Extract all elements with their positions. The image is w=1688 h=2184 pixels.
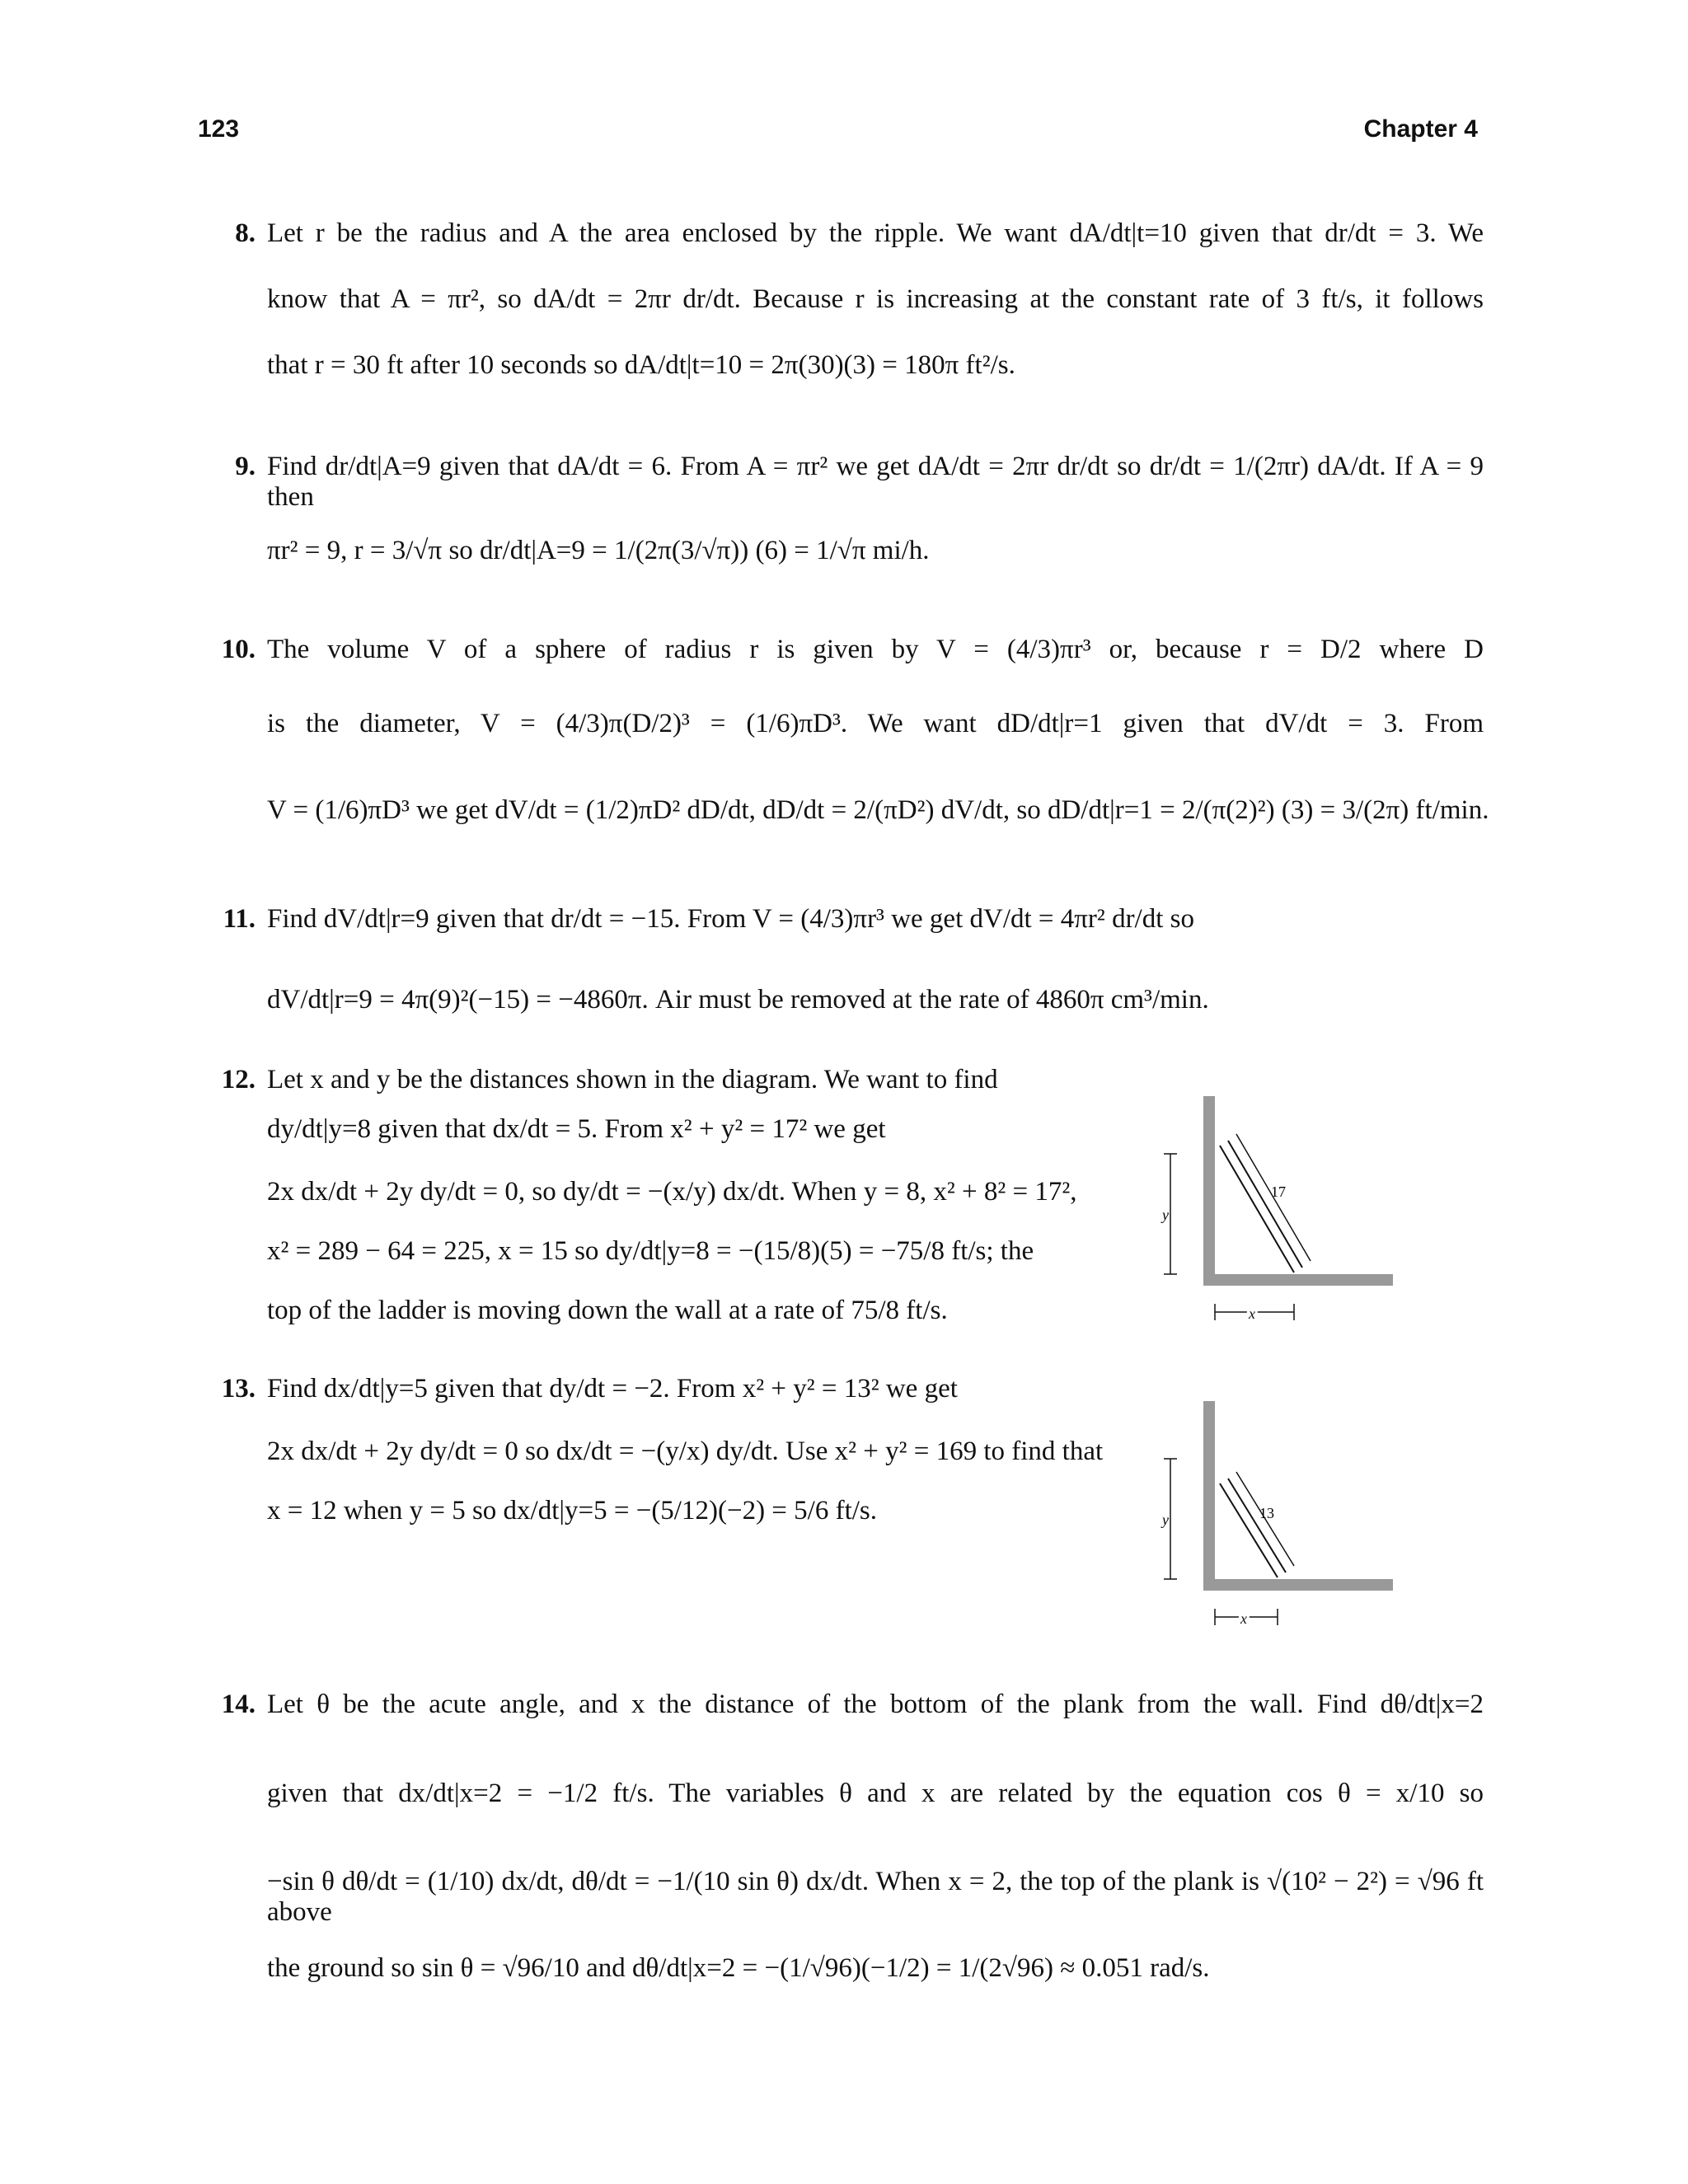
ladder-edge [1228,1141,1302,1268]
x-label: x [1240,1610,1247,1627]
ladder-length-label: 17 [1271,1183,1286,1200]
solution-line: Find dx/dt|y=5 given that dy/dt = −2. From x² + y² = 13² we get [267,1374,958,1404]
ladder-length-label: 13 [1259,1505,1274,1521]
solution-line: x² = 289 − 64 = 225, x = 15 so dy/dt|y=8 = −(15/8)(5) = −75/8 ft/s; the [267,1236,1034,1266]
solution-line: dV/dt|r=9 = 4π(9)²(−15) = −4860π. Air must be removed at the rate of 4860π cm³/min. [267,985,1209,1015]
ground [1203,1274,1393,1286]
solution-line: −sin θ dθ/dt = (1/10) dx/dt, dθ/dt = −1/(10 sin θ) dx/dt. When x = 2, the top of the plank is √(10² − 2²) = √96 ft above [267,1867,1484,1927]
problem-11 [198,894,1484,1051]
ladder-edge [1220,1483,1278,1577]
solution-line: given that dx/dt|x=2 = −1/2 ft/s. The variables θ and x are related by the equation cos θ = x/10 so [267,1779,1484,1808]
y-label: y [1162,1207,1169,1223]
ladder-diagram-17 [1154,1088,1401,1335]
y-label: y [1162,1511,1169,1528]
problem-number: 13. [221,1374,256,1404]
problem-14 [198,1681,1484,2027]
solution-line: is the diameter, V = (4/3)π(D/2)³ = (1/6)πD³. We want dD/dt|r=1 given that dV/dt = 3. From [267,709,1484,738]
problem-8 [198,202,1484,408]
ladder-edge [1220,1146,1294,1272]
ladder-diagram-13 [1154,1393,1401,1640]
solution-line: V = (1/6)πD³ we get dV/dt = (1/2)πD² dD/dt, dD/dt = 2/(πD²) dV/dt, so dD/dt|r=1 = 2/(π(2)²) (3) = 3/(2π) ft/min. [267,795,1489,825]
solution-line: know that A = πr², so dA/dt = 2πr dr/dt. Because r is increasing at the constant rate of 3 ft/s, it follows [267,284,1484,314]
problem-number: 14. [221,1690,256,1719]
solution-line: 2x dx/dt + 2y dy/dt = 0, so dy/dt = −(x/y) dx/dt. When y = 8, x² + 8² = 17², [267,1177,1077,1207]
solution-line: Let x and y be the distances shown in the diagram. We want to find [267,1065,998,1094]
problem-number: 10. [221,635,256,664]
solution-line: The volume V of a sphere of radius r is given by V = (4/3)πr³ or, because r = D/2 where D [267,635,1484,664]
problem-number: 12. [221,1065,256,1094]
solution-line: x = 12 when y = 5 so dx/dt|y=5 = −(5/12)(−2) = 5/6 ft/s. [267,1496,878,1526]
ground [1203,1579,1393,1591]
problem-9 [198,437,1484,585]
problem-number: 8. [235,218,256,248]
solution-line: 2x dx/dt + 2y dy/dt = 0 so dx/dt = −(y/x) dy/dt. Use x² + y² = 169 to find that [267,1436,1104,1466]
problem-number: 11. [223,904,256,934]
solution-line: the ground so sin θ = √96/10 and dθ/dt|x=2 = −(1/√96)(−1/2) = 1/(2√96) ≈ 0.051 rad/s. [267,1953,1210,1983]
ladder-edge [1228,1479,1286,1572]
solution-line: Let θ be the acute angle, and x the distance of the bottom of the plank from the wall. Find dθ/dt|x=2 [267,1690,1484,1719]
x-label: x [1249,1305,1255,1322]
solution-line: top of the ladder is moving down the wall at a rate of 75/8 ft/s. [267,1296,948,1325]
solution-line: Let r be the radius and A the area enclosed by the ripple. We want dA/dt|t=10 given that dr/dt = 3. We [267,218,1484,248]
solution-line: πr² = 9, r = 3/√π so dr/dt|A=9 = 1/(2π(3/√π)) (6) = 1/√π mi/h. [267,536,930,565]
solution-line: dy/dt|y=8 given that dx/dt = 5. From x² + y² = 17² we get [267,1114,886,1144]
page-number: 123 [198,115,240,143]
solution-line: Find dV/dt|r=9 given that dr/dt = −15. From V = (4/3)πr³ we get dV/dt = 4πr² dr/dt so [267,904,1194,934]
wall [1203,1096,1215,1286]
wall [1203,1401,1215,1591]
problem-10 [198,626,1489,865]
solution-line: that r = 30 ft after 10 seconds so dA/dt|t=10 = 2π(30)(3) = 180π ft²/s. [267,350,1015,380]
problem-number: 9. [235,452,256,481]
chapter-label: Chapter 4 [1363,115,1478,143]
solution-line: Find dr/dt|A=9 given that dA/dt = 6. From A = πr² we get dA/dt = 2πr dr/dt so dr/dt = 1/(2πr) dA/dt. If A = 9 then [267,452,1484,512]
